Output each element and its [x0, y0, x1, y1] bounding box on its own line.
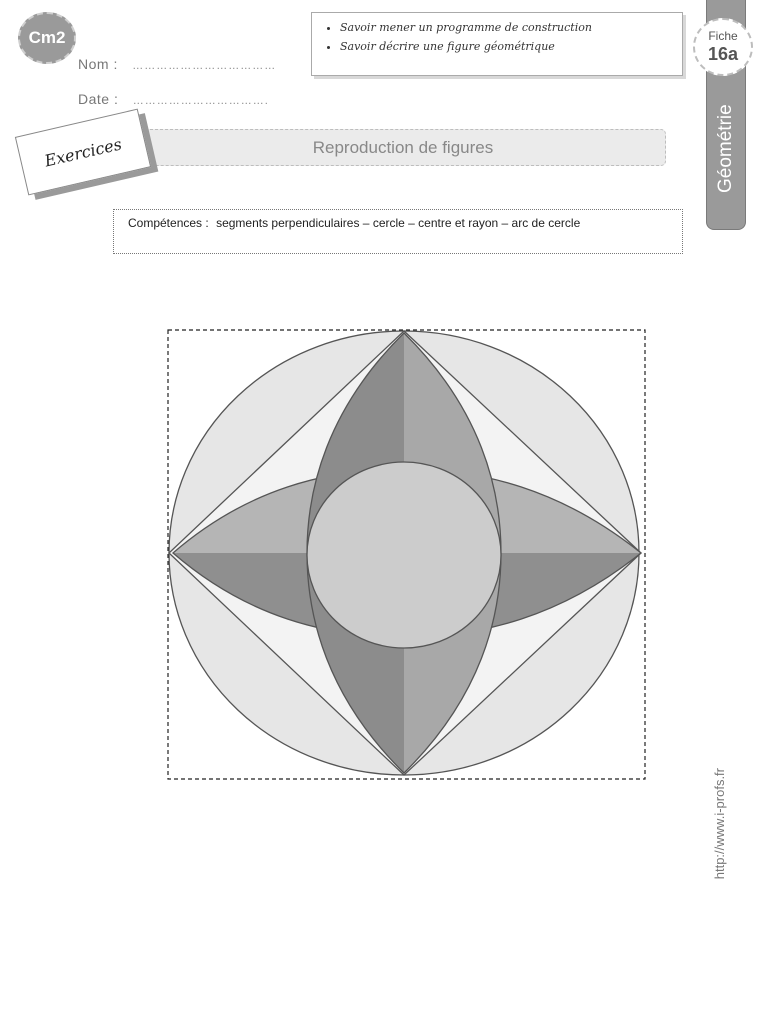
subject-label: Géométrie	[715, 104, 736, 193]
date-dots: …………………………….	[132, 95, 269, 107]
date-field	[78, 91, 269, 107]
objective-item: • Savoir décrire une figure géométrique	[340, 40, 672, 53]
name-field	[78, 56, 276, 72]
website-url: http://www.i-profs.fr	[712, 768, 727, 880]
fiche-badge	[693, 18, 753, 76]
competences-label: Compétences :	[128, 216, 209, 230]
competences-text: segments perpendiculaires – cercle – centre et rayon – arc de cercle	[216, 216, 581, 230]
objectives-box	[311, 12, 683, 76]
competences-box	[113, 209, 683, 254]
objective-item: • Savoir mener un programme de construction	[340, 21, 672, 34]
exercices-card: Exercices	[15, 109, 151, 196]
exercise-title: Reproduction de figures	[140, 129, 666, 166]
level-badge: Cm2	[18, 12, 76, 64]
geometric-figure	[167, 329, 647, 781]
fiche-label: Fiche	[708, 29, 738, 43]
fiche-number: 16a	[707, 44, 739, 64]
date-label: Date :	[78, 91, 119, 107]
center-circle	[307, 462, 501, 648]
name-dots: ………………………………	[132, 60, 277, 72]
name-label: Nom :	[78, 56, 118, 72]
